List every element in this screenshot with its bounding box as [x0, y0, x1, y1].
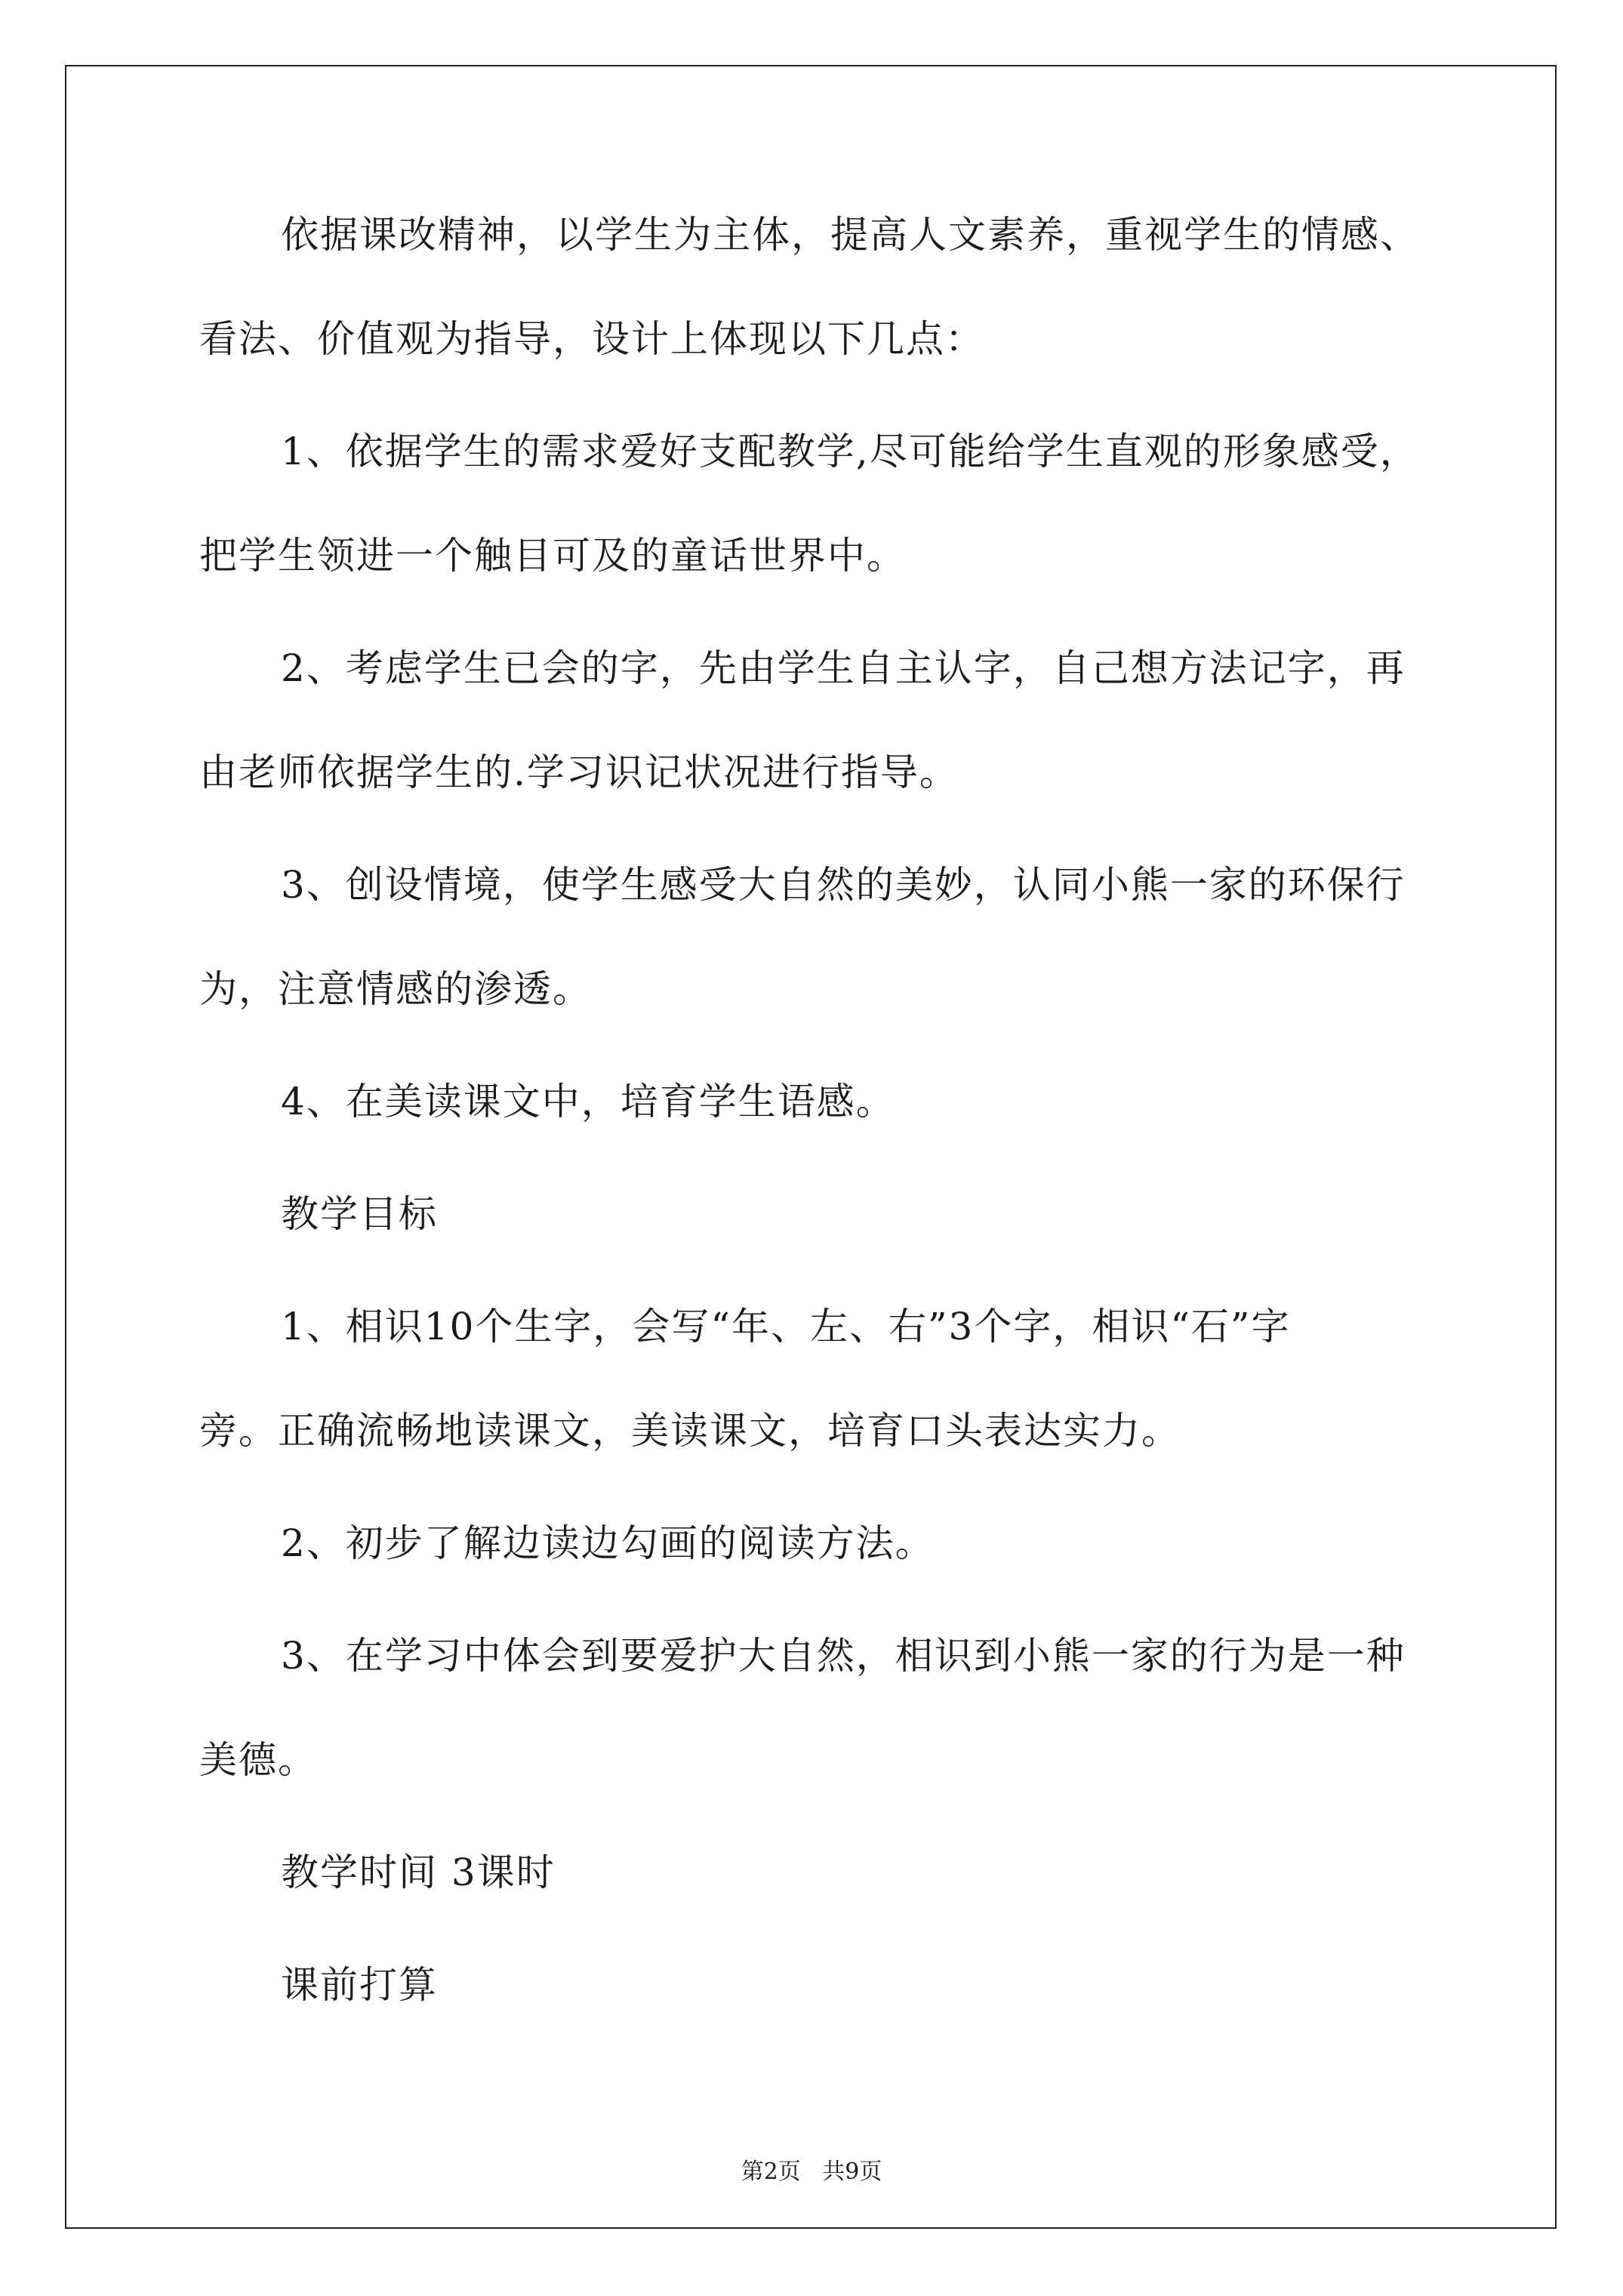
paragraph-line: 由老师依据学生的.学习识记状况进行指导。: [199, 750, 959, 794]
paragraph-line: 1、相识10个生字，会写“年、左、右”3个字，相识“石”字: [281, 1305, 1291, 1348]
paragraph-line: 2、考虑学生已会的字，先由学生自主认字，自己想方法记字，再: [281, 646, 1406, 690]
paragraph-goal-1: [199, 1305, 1467, 1453]
paragraph-intro: [199, 213, 1467, 361]
paragraph-line: 3、在学习中体会到要爱护大自然，相识到小熊一家的行为是一种: [281, 1634, 1406, 1678]
heading-pre-class-prep: [199, 1963, 1467, 2007]
paragraph-line: 4、在美读课文中，培育学生语感。: [281, 1080, 895, 1123]
paragraph-line: 2、初步了解边读边勾画的阅读方法。: [281, 1521, 935, 1565]
paragraph-point-2: [199, 646, 1467, 794]
section-heading: 课前打算: [281, 1963, 438, 2007]
paragraph-point-4: [199, 1080, 1467, 1123]
paragraph-line: 为，注意情感的渗透。: [199, 967, 592, 1011]
section-heading: 教学目标: [281, 1192, 438, 1236]
paragraph-point-3: [199, 863, 1467, 1011]
heading-teaching-goals: [199, 1192, 1467, 1236]
paragraph-line: 1、依据学生的需求爱好支配教学,尽可能给学生直观的形象感受，: [281, 430, 1419, 473]
paragraph-line: 看法、价值观为指导，设计上体现以下几点：: [199, 317, 984, 361]
paragraph-line: 把学生领进一个触目可及的童话世界中。: [199, 534, 906, 578]
page-number-footer: 第2页 共9页: [741, 2159, 882, 2185]
paragraph-line: 3、创设情境，使学生感受大自然的美妙，认同小熊一家的环保行: [281, 863, 1406, 907]
paragraph-teaching-time: [199, 1851, 1467, 1894]
paragraph-point-1: [199, 430, 1467, 578]
paragraph-line: 教学时间 3课时: [281, 1851, 556, 1894]
paragraph-line: 旁。正确流畅地读课文，美读课文，培育口头表达实力。: [199, 1409, 1181, 1453]
paragraph-goal-3: [199, 1634, 1467, 1782]
paragraph-line: 美德。: [199, 1738, 317, 1782]
document-body: [199, 213, 1467, 2007]
paragraph-line: 依据课改精神，以学生为主体，提高人文素养，重视学生的情感、: [281, 213, 1419, 257]
paragraph-goal-2: [199, 1521, 1467, 1565]
